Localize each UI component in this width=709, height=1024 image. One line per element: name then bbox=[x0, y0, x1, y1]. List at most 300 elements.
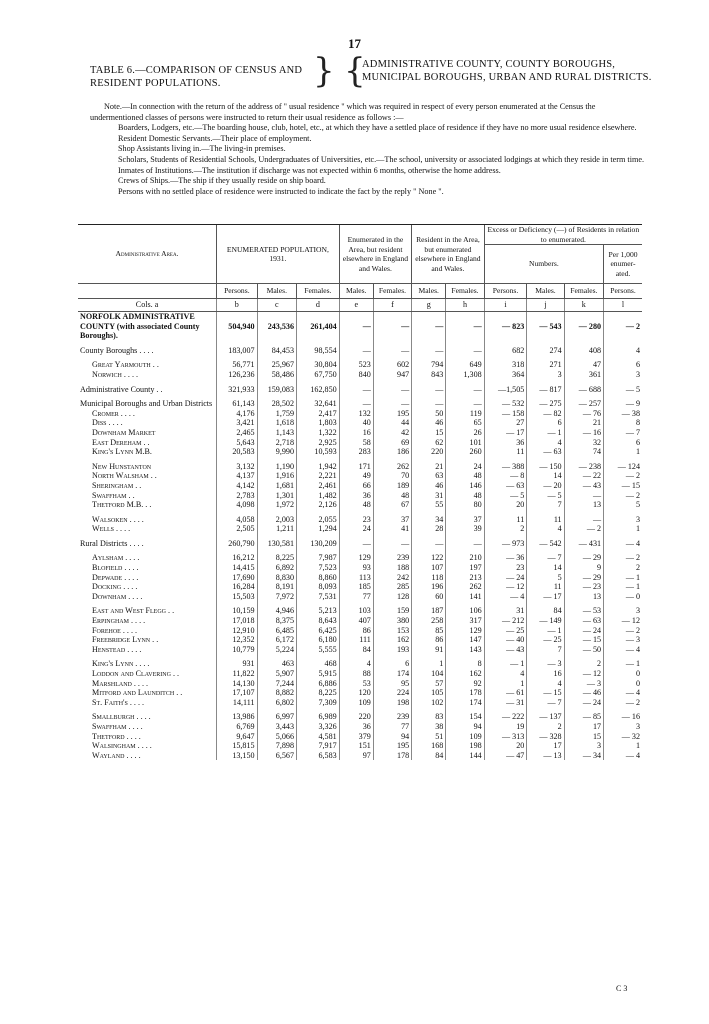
value-cell-c: 8,225 bbox=[257, 553, 296, 563]
col-label-h: h bbox=[446, 299, 484, 312]
value-cell-i: — 43 bbox=[484, 645, 527, 655]
value-cell-e: 151 bbox=[339, 741, 373, 751]
value-cell-f: 186 bbox=[373, 447, 411, 457]
value-cell-i: — 31 bbox=[484, 698, 527, 708]
table-body bbox=[78, 299, 642, 761]
value-cell-d: 7,917 bbox=[297, 741, 340, 751]
value-cell-c: 1,301 bbox=[257, 491, 296, 501]
header-persons-b: Persons. bbox=[217, 284, 258, 299]
value-cell-i: 364 bbox=[484, 370, 527, 380]
value-cell-i: 23 bbox=[484, 563, 527, 573]
value-cell-d: 1,942 bbox=[297, 462, 340, 472]
value-cell-e: 88 bbox=[339, 669, 373, 679]
value-cell-h: 39 bbox=[446, 524, 484, 534]
value-cell-j: — 15 bbox=[527, 688, 564, 698]
value-cell-g: 85 bbox=[412, 626, 446, 636]
value-cell-i: — 1 bbox=[484, 659, 527, 669]
table-row bbox=[78, 438, 642, 448]
value-cell-l: — 5 bbox=[604, 385, 642, 395]
value-cell-h: 147 bbox=[446, 635, 484, 645]
value-cell-g: 84 bbox=[412, 751, 446, 761]
area-name-cell: Marshland . . . . bbox=[92, 678, 149, 688]
header-excess: Excess or Deficiency (—) of Residents in relation to enumerated. bbox=[484, 225, 642, 245]
value-cell-k: — 43 bbox=[564, 481, 603, 491]
note-crews: Crews of Ships.—The ship if they usually reside on ship board. bbox=[118, 176, 326, 186]
value-cell-j: — 5 bbox=[527, 491, 564, 501]
value-cell-e: 93 bbox=[339, 563, 373, 573]
table-row bbox=[78, 515, 642, 525]
col-label-l: l bbox=[604, 299, 642, 312]
value-cell-l: 6 bbox=[604, 438, 642, 448]
value-cell-l: 6 bbox=[604, 360, 642, 370]
value-cell-i: — 47 bbox=[484, 751, 527, 761]
value-cell-f: 70 bbox=[373, 471, 411, 481]
col-label-g: g bbox=[412, 299, 446, 312]
value-cell-c: 6,567 bbox=[257, 751, 296, 761]
area-name-cell: Administrative County . . bbox=[80, 384, 163, 394]
value-cell-i: — 532 bbox=[484, 399, 527, 409]
value-cell-h: 101 bbox=[446, 438, 484, 448]
value-cell-f: 195 bbox=[373, 741, 411, 751]
value-cell-k: 15 bbox=[564, 732, 603, 742]
value-cell-f: 189 bbox=[373, 481, 411, 491]
area-name-cell: King's Lynn M.B. bbox=[92, 447, 152, 457]
value-cell-f: 77 bbox=[373, 722, 411, 732]
value-cell-c: 5,066 bbox=[257, 732, 296, 742]
value-cell-j: — 17 bbox=[527, 592, 564, 602]
value-cell-i: 11 bbox=[484, 515, 527, 525]
value-cell-k: — 12 bbox=[564, 669, 603, 679]
value-cell-l: 8 bbox=[604, 418, 642, 428]
value-cell-g: 63 bbox=[412, 471, 446, 481]
value-cell-f: 193 bbox=[373, 645, 411, 655]
table-row bbox=[78, 418, 642, 428]
header-per-1000: Per 1,000 enumer-ated. bbox=[604, 245, 642, 284]
value-cell-g: — bbox=[412, 385, 446, 395]
value-cell-f: 239 bbox=[373, 553, 411, 563]
value-cell-c: 1,972 bbox=[257, 500, 296, 510]
value-cell-e: — bbox=[339, 399, 373, 409]
value-cell-c: 463 bbox=[257, 659, 296, 669]
value-cell-g: 220 bbox=[412, 447, 446, 457]
value-cell-g: 118 bbox=[412, 573, 446, 583]
area-name-cell: Swaffham . . bbox=[92, 490, 135, 500]
value-cell-k: 17 bbox=[564, 722, 603, 732]
value-cell-g: 38 bbox=[412, 722, 446, 732]
value-cell-g: 34 bbox=[412, 515, 446, 525]
area-name-cell: Wells . . . . bbox=[92, 524, 131, 534]
value-cell-f: 67 bbox=[373, 500, 411, 510]
value-cell-i: — 823 bbox=[484, 312, 527, 341]
header-females-f: Females. bbox=[373, 284, 411, 299]
value-cell-j: — 328 bbox=[527, 732, 564, 742]
value-cell-i: — 25 bbox=[484, 626, 527, 636]
value-cell-f: 178 bbox=[373, 751, 411, 761]
table-row bbox=[78, 659, 642, 669]
value-cell-e: — bbox=[339, 539, 373, 549]
value-cell-b: 14,415 bbox=[217, 563, 258, 573]
value-cell-i: 20 bbox=[484, 741, 527, 751]
value-cell-i: 19 bbox=[484, 722, 527, 732]
value-cell-h: — bbox=[446, 346, 484, 356]
value-cell-k: — 24 bbox=[564, 698, 603, 708]
value-cell-h: 144 bbox=[446, 751, 484, 761]
value-cell-d: 7,531 bbox=[297, 592, 340, 602]
value-cell-h: 141 bbox=[446, 592, 484, 602]
value-cell-d: 8,860 bbox=[297, 573, 340, 583]
note-boarders: Boarders, Lodgers, etc.—The boarding house, club, hotel, etc., at which they have a settled place of residence if they have no more usual residence elsewhere. bbox=[118, 123, 637, 133]
value-cell-b: 14,111 bbox=[217, 698, 258, 708]
value-cell-k: — 63 bbox=[564, 616, 603, 626]
value-cell-f: 48 bbox=[373, 491, 411, 501]
value-cell-h: 24 bbox=[446, 462, 484, 472]
value-cell-b: 4,058 bbox=[217, 515, 258, 525]
value-cell-j: — 542 bbox=[527, 539, 564, 549]
value-cell-j: 4 bbox=[527, 524, 564, 534]
value-cell-j: 14 bbox=[527, 471, 564, 481]
note-intro: Note.—In connection with the return of the address of " usual residence " which was required in respect of every person enumerated at the Census the undermentioned classes of persons were instructed to return their usual residence as follows :— bbox=[90, 102, 596, 122]
value-cell-g: 102 bbox=[412, 698, 446, 708]
value-cell-j: — 7 bbox=[527, 553, 564, 563]
table-row bbox=[78, 360, 642, 370]
value-cell-g: 15 bbox=[412, 428, 446, 438]
value-cell-d: 7,987 bbox=[297, 553, 340, 563]
value-cell-k: 32 bbox=[564, 438, 603, 448]
value-cell-g: — bbox=[412, 312, 446, 341]
value-cell-i: — 61 bbox=[484, 688, 527, 698]
value-cell-l: — 15 bbox=[604, 481, 642, 491]
value-cell-f: — bbox=[373, 399, 411, 409]
value-cell-c: 9,990 bbox=[257, 447, 296, 457]
value-cell-j: — 1 bbox=[527, 626, 564, 636]
value-cell-k: — 24 bbox=[564, 626, 603, 636]
value-cell-l: — 4 bbox=[604, 688, 642, 698]
value-cell-c: 243,536 bbox=[257, 312, 296, 341]
value-cell-k: 2 bbox=[564, 659, 603, 669]
value-cell-g: 258 bbox=[412, 616, 446, 626]
value-cell-h: 649 bbox=[446, 360, 484, 370]
value-cell-k: — bbox=[564, 491, 603, 501]
value-cell-f: 128 bbox=[373, 592, 411, 602]
value-cell-e: 48 bbox=[339, 500, 373, 510]
value-cell-j: 6 bbox=[527, 418, 564, 428]
value-cell-j: 14 bbox=[527, 563, 564, 573]
value-cell-g: — bbox=[412, 346, 446, 356]
value-cell-k: — 29 bbox=[564, 553, 603, 563]
value-cell-k: — 280 bbox=[564, 312, 603, 341]
header-females-h: Females. bbox=[446, 284, 484, 299]
value-cell-g: 46 bbox=[412, 481, 446, 491]
value-cell-f: 947 bbox=[373, 370, 411, 380]
value-cell-c: 1,916 bbox=[257, 471, 296, 481]
value-cell-b: 126,236 bbox=[217, 370, 258, 380]
table-row bbox=[78, 635, 642, 645]
value-cell-b: 6,769 bbox=[217, 722, 258, 732]
value-cell-j: 2 bbox=[527, 722, 564, 732]
value-cell-f: 94 bbox=[373, 732, 411, 742]
value-cell-i: — 40 bbox=[484, 635, 527, 645]
area-name-cell: Swaffham . . . . bbox=[92, 721, 143, 731]
col-label-j: j bbox=[527, 299, 564, 312]
value-cell-f: 380 bbox=[373, 616, 411, 626]
table-row bbox=[78, 471, 642, 481]
value-cell-d: 98,554 bbox=[297, 346, 340, 356]
value-cell-c: 1,190 bbox=[257, 462, 296, 472]
value-cell-i: — 158 bbox=[484, 409, 527, 419]
value-cell-d: 8,225 bbox=[297, 688, 340, 698]
value-cell-d: 1,482 bbox=[297, 491, 340, 501]
value-cell-d: 1,294 bbox=[297, 524, 340, 534]
value-cell-e: 129 bbox=[339, 553, 373, 563]
value-cell-i: — 4 bbox=[484, 592, 527, 602]
value-cell-g: — bbox=[412, 399, 446, 409]
table-row bbox=[78, 645, 642, 655]
area-name-cell: Loddon and Clavering . . bbox=[92, 669, 180, 678]
area-name-cell: Walsoken . . . . bbox=[92, 514, 144, 524]
value-cell-b: 4,176 bbox=[217, 409, 258, 419]
note-no-residence: Persons with no settled place of residence were instructed to indicate the fact by the reply " None ". bbox=[118, 186, 444, 196]
value-cell-d: 67,750 bbox=[297, 370, 340, 380]
value-cell-c: 1,143 bbox=[257, 428, 296, 438]
value-cell-h: 262 bbox=[446, 582, 484, 592]
area-name-cell: East Dereham . . bbox=[92, 437, 150, 447]
value-cell-b: 2,465 bbox=[217, 428, 258, 438]
value-cell-g: — bbox=[412, 539, 446, 549]
value-cell-l: — 124 bbox=[604, 462, 642, 472]
value-cell-e: 283 bbox=[339, 447, 373, 457]
value-cell-h: — bbox=[446, 539, 484, 549]
value-cell-f: 42 bbox=[373, 428, 411, 438]
value-cell-g: 168 bbox=[412, 741, 446, 751]
value-cell-b: 2,505 bbox=[217, 524, 258, 534]
area-name-cell: New Hunstanton bbox=[92, 461, 152, 471]
value-cell-e: 84 bbox=[339, 645, 373, 655]
value-cell-b: 183,007 bbox=[217, 346, 258, 356]
value-cell-d: 2,221 bbox=[297, 471, 340, 481]
area-name-cell: County Boroughs . . . . bbox=[80, 345, 154, 355]
area-name-cell: Cromer . . . . bbox=[92, 408, 135, 418]
value-cell-e: 220 bbox=[339, 712, 373, 722]
value-cell-k: — 23 bbox=[564, 582, 603, 592]
value-cell-j: 271 bbox=[527, 360, 564, 370]
table-row bbox=[78, 370, 642, 380]
value-cell-d: 7,523 bbox=[297, 563, 340, 573]
value-cell-h: 37 bbox=[446, 515, 484, 525]
value-cell-f: — bbox=[373, 385, 411, 395]
value-cell-d: 3,326 bbox=[297, 722, 340, 732]
value-cell-i: 682 bbox=[484, 346, 527, 356]
value-cell-h: 178 bbox=[446, 688, 484, 698]
value-cell-e: 4 bbox=[339, 659, 373, 669]
value-cell-b: 4,098 bbox=[217, 500, 258, 510]
value-cell-e: 109 bbox=[339, 698, 373, 708]
value-cell-e: 36 bbox=[339, 722, 373, 732]
value-cell-j: 17 bbox=[527, 741, 564, 751]
value-cell-h: 198 bbox=[446, 741, 484, 751]
value-cell-b: 14,130 bbox=[217, 679, 258, 689]
value-cell-b: 3,132 bbox=[217, 462, 258, 472]
value-cell-e: 36 bbox=[339, 491, 373, 501]
area-name-cell: King's Lynn . . . . bbox=[92, 659, 150, 669]
value-cell-l: 1 bbox=[604, 447, 642, 457]
table-row bbox=[78, 491, 642, 501]
value-cell-k: 21 bbox=[564, 418, 603, 428]
value-cell-k: 74 bbox=[564, 447, 603, 457]
value-cell-b: 4,137 bbox=[217, 471, 258, 481]
value-cell-d: 6,886 bbox=[297, 679, 340, 689]
value-cell-c: 8,375 bbox=[257, 616, 296, 626]
table-row bbox=[78, 462, 642, 472]
table-row bbox=[78, 312, 642, 341]
area-name-cell: Diss . . . . bbox=[92, 418, 123, 428]
value-cell-c: 6,802 bbox=[257, 698, 296, 708]
value-cell-d: 4,581 bbox=[297, 732, 340, 742]
value-cell-d: 30,804 bbox=[297, 360, 340, 370]
header-persons-i: Persons. bbox=[484, 284, 527, 299]
table-row bbox=[78, 447, 642, 457]
value-cell-j: 84 bbox=[527, 606, 564, 616]
value-cell-h: 210 bbox=[446, 553, 484, 563]
value-cell-f: 285 bbox=[373, 582, 411, 592]
value-cell-b: 9,647 bbox=[217, 732, 258, 742]
value-cell-l: — 2 bbox=[604, 471, 642, 481]
value-cell-g: 104 bbox=[412, 669, 446, 679]
value-cell-i: — 222 bbox=[484, 712, 527, 722]
value-cell-e: 840 bbox=[339, 370, 373, 380]
value-cell-c: 130,581 bbox=[257, 539, 296, 549]
value-cell-f: 174 bbox=[373, 669, 411, 679]
area-name-cell: Henstead . . . . bbox=[92, 644, 142, 654]
value-cell-c: 3,443 bbox=[257, 722, 296, 732]
value-cell-e: 407 bbox=[339, 616, 373, 626]
area-name-cell: Erpingham . . . . bbox=[92, 616, 146, 626]
value-cell-d: 2,461 bbox=[297, 481, 340, 491]
value-cell-j: — 3 bbox=[527, 659, 564, 669]
area-name-cell: Freebridge Lynn . . bbox=[92, 635, 159, 645]
col-label-k: k bbox=[564, 299, 603, 312]
value-cell-f: 95 bbox=[373, 679, 411, 689]
value-cell-f: 153 bbox=[373, 626, 411, 636]
value-cell-j: — 150 bbox=[527, 462, 564, 472]
area-name-cell: Downham Market bbox=[92, 427, 156, 437]
value-cell-e: 379 bbox=[339, 732, 373, 742]
value-cell-l: — 2 bbox=[604, 626, 642, 636]
col-label-a: Cols. a bbox=[78, 299, 217, 312]
area-name-cell: Thetford M.B. . . bbox=[92, 500, 152, 510]
table-row bbox=[78, 669, 642, 679]
table-row bbox=[78, 500, 642, 510]
value-cell-l: — 2 bbox=[604, 553, 642, 563]
value-cell-c: 1,618 bbox=[257, 418, 296, 428]
value-cell-f: 6 bbox=[373, 659, 411, 669]
value-cell-e: 58 bbox=[339, 438, 373, 448]
value-cell-j: — 1 bbox=[527, 428, 564, 438]
header-persons-l: Persons. bbox=[604, 284, 642, 299]
value-cell-c: 1,759 bbox=[257, 409, 296, 419]
table-row bbox=[78, 346, 642, 356]
table-row bbox=[78, 385, 642, 395]
header-numbers: Numbers. bbox=[484, 245, 603, 284]
area-name-cell: Mitford and Launditch . . bbox=[92, 688, 183, 698]
value-cell-e: 171 bbox=[339, 462, 373, 472]
value-cell-b: 20,583 bbox=[217, 447, 258, 457]
value-cell-h: 8 bbox=[446, 659, 484, 669]
value-cell-d: 6,989 bbox=[297, 712, 340, 722]
value-cell-b: 3,421 bbox=[217, 418, 258, 428]
area-name-cell: Rural Districts . . . . bbox=[80, 538, 144, 548]
table-row bbox=[78, 592, 642, 602]
value-cell-k: — 85 bbox=[564, 712, 603, 722]
value-cell-e: 40 bbox=[339, 418, 373, 428]
col-label-b: b bbox=[217, 299, 258, 312]
area-name-cell: Sheringham . . bbox=[92, 480, 142, 490]
value-cell-l: — 0 bbox=[604, 592, 642, 602]
value-cell-c: 84,453 bbox=[257, 346, 296, 356]
value-cell-g: 62 bbox=[412, 438, 446, 448]
value-cell-c: 6,892 bbox=[257, 563, 296, 573]
col-label-e: e bbox=[339, 299, 373, 312]
table-row bbox=[78, 582, 642, 592]
value-cell-c: 6,997 bbox=[257, 712, 296, 722]
value-cell-e: 77 bbox=[339, 592, 373, 602]
value-cell-e: 120 bbox=[339, 688, 373, 698]
value-cell-i: 4 bbox=[484, 669, 527, 679]
table-subtitle: ADMINISTRATIVE COUNTY, COUNTY BOROUGHS, MUNICIPAL BOROUGHS, URBAN AND RURAL DISTRICTS. bbox=[362, 59, 652, 83]
value-cell-b: 931 bbox=[217, 659, 258, 669]
value-cell-i: — 388 bbox=[484, 462, 527, 472]
value-cell-l: 0 bbox=[604, 679, 642, 689]
table-row bbox=[78, 399, 642, 409]
value-cell-e: 49 bbox=[339, 471, 373, 481]
value-cell-c: 1,681 bbox=[257, 481, 296, 491]
value-cell-j: 5 bbox=[527, 573, 564, 583]
value-cell-k: — 3 bbox=[564, 679, 603, 689]
value-cell-e: 97 bbox=[339, 751, 373, 761]
value-cell-c: 6,172 bbox=[257, 635, 296, 645]
value-cell-b: 4,142 bbox=[217, 481, 258, 491]
value-cell-i: 20 bbox=[484, 500, 527, 510]
value-cell-b: 11,822 bbox=[217, 669, 258, 679]
value-cell-b: 17,107 bbox=[217, 688, 258, 698]
value-cell-g: 60 bbox=[412, 592, 446, 602]
column-letters-row bbox=[78, 299, 642, 312]
value-cell-g: 122 bbox=[412, 553, 446, 563]
value-cell-i: — 36 bbox=[484, 553, 527, 563]
value-cell-h: 26 bbox=[446, 428, 484, 438]
value-cell-g: 187 bbox=[412, 606, 446, 616]
value-cell-l: — 2 bbox=[604, 312, 642, 341]
value-cell-j: — 817 bbox=[527, 385, 564, 395]
area-name-cell: Norwich . . . . bbox=[92, 369, 139, 379]
value-cell-h: 106 bbox=[446, 606, 484, 616]
value-cell-j: 4 bbox=[527, 438, 564, 448]
value-cell-i: — 24 bbox=[484, 573, 527, 583]
value-cell-d: 1,803 bbox=[297, 418, 340, 428]
value-cell-h: — bbox=[446, 385, 484, 395]
value-cell-i: —1,505 bbox=[484, 385, 527, 395]
value-cell-d: 6,583 bbox=[297, 751, 340, 761]
value-cell-l: — 9 bbox=[604, 399, 642, 409]
value-cell-f: 195 bbox=[373, 409, 411, 419]
value-cell-k: 408 bbox=[564, 346, 603, 356]
value-cell-h: 119 bbox=[446, 409, 484, 419]
value-cell-c: 28,502 bbox=[257, 399, 296, 409]
value-cell-c: 8,830 bbox=[257, 573, 296, 583]
value-cell-g: 51 bbox=[412, 732, 446, 742]
value-cell-f: 602 bbox=[373, 360, 411, 370]
value-cell-l: — 12 bbox=[604, 616, 642, 626]
area-name-cell: Municipal Boroughs and Urban Districts bbox=[80, 399, 213, 409]
